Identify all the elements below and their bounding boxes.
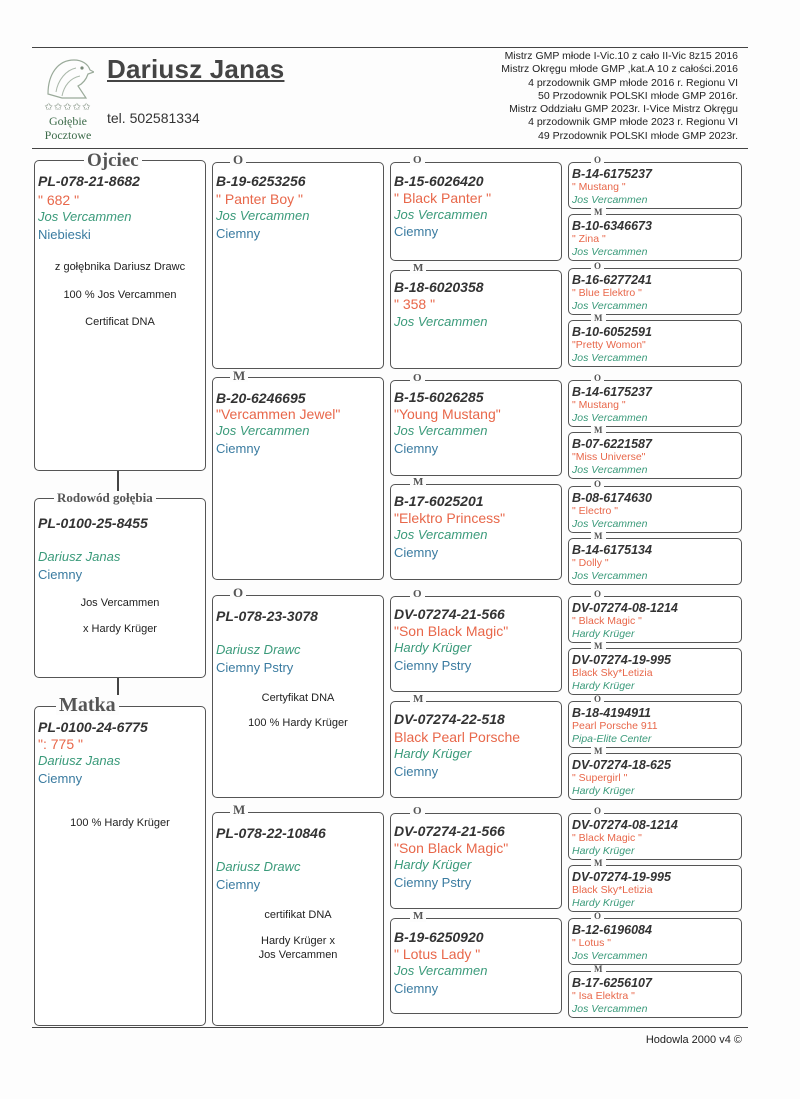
- pigeon-name: " Panter Boy ": [216, 191, 303, 207]
- achievement-line: 4 przodownik GMP młode 2016 r. Regionu VI: [528, 76, 738, 89]
- ring-number: B-15-6026420: [394, 173, 484, 189]
- ring-number: B-14-6175237: [572, 167, 652, 181]
- label-matka: Matka: [56, 695, 119, 715]
- pedigree-m-m: [212, 812, 384, 1026]
- pigeon-name: Black Sky*Letizia: [572, 884, 653, 896]
- breeder: Jos Vercammen: [572, 1003, 648, 1015]
- note: Jos Vercammen: [80, 597, 160, 609]
- pigeon-name: "Son Black Magic": [394, 623, 509, 639]
- achievement-line: Mistrz GMP młode I-Vic.10 z cało II-Vic 8z15 2016: [504, 50, 738, 62]
- feather-color: Ciemny Pstry: [394, 875, 472, 890]
- pedigree-gen4: [568, 486, 742, 533]
- ring-number: B-15-6026285: [394, 389, 484, 405]
- label-gen3: M: [410, 263, 426, 274]
- ring-number: PL-078-22-10846: [216, 825, 326, 841]
- top-rule: [32, 47, 748, 48]
- pedigree-main: [34, 498, 206, 678]
- ring-number: B-12-6196084: [572, 923, 652, 937]
- ring-number: B-08-6174630: [572, 491, 652, 505]
- label-gen4: O: [591, 912, 604, 921]
- note: 100 % Jos Vercammen: [63, 289, 177, 301]
- pedigree-gen4: [568, 538, 742, 585]
- pedigree-gen4: [568, 753, 742, 800]
- ring-number: B-18-4194911: [572, 706, 651, 720]
- note: z gołębnika Dariusz Drawc: [54, 261, 186, 273]
- label-gen3: O: [410, 806, 425, 817]
- pedigree-matka: [34, 706, 206, 1026]
- note: Hardy Krüger x: [261, 935, 335, 947]
- label-gen4: M: [591, 208, 606, 217]
- breeder: Hardy Krüger: [572, 897, 635, 909]
- pigeon-name: Pearl Porsche 911: [572, 720, 658, 732]
- pigeon-name: " Mustang ": [572, 181, 626, 193]
- note: 100 % Hardy Krüger: [70, 817, 170, 829]
- ring-number: B-20-6246695: [216, 390, 306, 406]
- pigeon-icon: [42, 54, 94, 100]
- breeder: Hardy Krüger: [394, 857, 472, 872]
- pigeon-name: ": 775 ": [38, 736, 83, 752]
- bottom-rule: [32, 1027, 748, 1028]
- label-gen3: O: [410, 155, 425, 166]
- pigeon-name: " Lotus Lady ": [394, 946, 481, 962]
- ring-number: B-07-6221587: [572, 437, 652, 451]
- ring-number: B-14-6175237: [572, 385, 652, 399]
- pedigree-gen4: [568, 701, 742, 748]
- label-gen4: M: [591, 532, 606, 541]
- ring-number: PL-078-21-8682: [38, 173, 140, 189]
- breeder: Jos Vercammen: [572, 950, 648, 962]
- breeder: Jos Vercammen: [572, 464, 648, 476]
- feather-color: Ciemny: [216, 877, 261, 892]
- breeder: Dariusz Janas: [38, 549, 121, 564]
- ring-number: B-10-6346673: [572, 219, 652, 233]
- pedigree-gen3: [390, 162, 562, 261]
- breeder: Dariusz Drawc: [216, 642, 301, 657]
- owner-phone: tel. 502581334: [107, 110, 200, 126]
- label-gen4: O: [591, 480, 604, 489]
- achievement-line: 4 przodownik GMP młode 2023 r. Regionu VI: [528, 116, 738, 129]
- label-gen4: O: [591, 590, 604, 599]
- feather-color: Ciemny: [394, 441, 439, 456]
- owner-name: Dariusz Janas: [107, 54, 285, 84]
- pedigree-o-m: [212, 377, 384, 580]
- breeder: Hardy Krüger: [572, 845, 635, 857]
- label-main: Rodowód gołębia: [54, 491, 156, 504]
- label-o-m: M: [230, 369, 248, 382]
- pigeon-name: "Vercammen Jewel": [216, 406, 341, 422]
- note: Certyfikat DNA: [261, 692, 335, 704]
- ring-number: PL-0100-24-6775: [38, 719, 148, 735]
- pigeon-name: "Son Black Magic": [394, 840, 509, 856]
- breeder: Jos Vercammen: [572, 570, 648, 582]
- pigeon-name: " Zina ": [572, 233, 606, 245]
- breeder: Jos Vercammen: [38, 209, 132, 224]
- pigeon-name: " Black Magic ": [572, 615, 642, 627]
- breeder: Dariusz Drawc: [216, 859, 301, 874]
- pigeon-name: " 682 ": [38, 192, 80, 208]
- ring-number: DV-07274-08-1214: [572, 818, 678, 832]
- ring-number: B-14-6175134: [572, 543, 652, 557]
- pedigree-gen3: [390, 380, 562, 476]
- achievement-line: Mistrz Okręgu młode GMP ,kat.A 10 z całości.2016: [501, 63, 738, 76]
- feather-color: Ciemny: [38, 567, 83, 582]
- breeder: Hardy Krüger: [394, 746, 472, 761]
- label-ojciec: Ojciec: [84, 151, 142, 170]
- feather-color: Ciemny Pstry: [394, 658, 472, 673]
- pedigree-gen4: [568, 596, 742, 643]
- pedigree-gen4: [568, 214, 742, 261]
- ring-number: DV-07274-08-1214: [572, 601, 678, 615]
- pigeon-name: Black Pearl Porsche: [394, 729, 521, 745]
- pedigree-gen4: [568, 865, 742, 912]
- breeder: Hardy Krüger: [572, 785, 635, 797]
- label-o-o: O: [230, 153, 246, 166]
- breeder: Jos Vercammen: [572, 246, 648, 258]
- pigeon-name: "Elektro Princess": [394, 510, 506, 526]
- pigeon-name: " Black Panter ": [394, 190, 492, 206]
- pigeon-name: " Mustang ": [572, 399, 626, 411]
- ring-number: DV-07274-21-566: [394, 823, 505, 839]
- achievement-line: Mistrz Oddziału GMP 2023r. I-Vice Mistrz Okręgu: [509, 103, 738, 116]
- label-gen3: M: [410, 694, 426, 705]
- pedigree-gen4: [568, 648, 742, 695]
- ring-number: DV-07274-22-518: [394, 711, 505, 727]
- label-gen3: M: [410, 911, 426, 922]
- label-gen3: O: [410, 373, 425, 384]
- feather-color: Ciemny: [394, 764, 439, 779]
- note: 100 % Hardy Krüger: [248, 717, 348, 729]
- pedigree-gen4: [568, 320, 742, 367]
- pigeon-name: " Isa Elektra ": [572, 990, 635, 1002]
- pedigree-gen4: [568, 918, 742, 965]
- pedigree-ojciec: [34, 160, 206, 471]
- ring-number: PL-078-23-3078: [216, 608, 318, 624]
- ring-number: B-19-6253256: [216, 173, 306, 189]
- feather-color: Ciemny: [394, 981, 439, 996]
- pigeon-name: " Lotus ": [572, 937, 611, 949]
- pedigree-gen3: [390, 596, 562, 692]
- breeder: Jos Vercammen: [394, 423, 488, 438]
- pigeon-name: " Electro ": [572, 505, 618, 517]
- pedigree-o-o: [212, 162, 384, 369]
- breeder: Jos Vercammen: [216, 423, 310, 438]
- ring-number: DV-07274-19-995: [572, 870, 671, 884]
- pedigree-gen3: [390, 270, 562, 369]
- ring-number: B-17-6025201: [394, 493, 484, 509]
- feather-color: Ciemny: [216, 226, 261, 241]
- breeder: Jos Vercammen: [572, 412, 648, 424]
- label-gen4: O: [591, 156, 604, 165]
- feather-color: Ciemny: [394, 545, 439, 560]
- pedigree-gen4: [568, 162, 742, 209]
- breeder: Jos Vercammen: [394, 527, 488, 542]
- ring-number: B-16-6277241: [572, 273, 652, 287]
- note: certifikat DNA: [264, 909, 332, 921]
- feather-color: Ciemny: [216, 441, 261, 456]
- label-gen4: O: [591, 695, 604, 704]
- logo-text-line1: Gołębie: [49, 114, 87, 128]
- pigeon-name: " Black Magic ": [572, 832, 642, 844]
- pigeon-name: " Dolly ": [572, 557, 609, 569]
- ring-number: B-10-6052591: [572, 325, 652, 339]
- breeder: Hardy Krüger: [394, 640, 472, 655]
- label-m-m: M: [230, 803, 248, 816]
- note: Jos Vercammen: [258, 949, 338, 961]
- note: Certificat DNA: [85, 316, 155, 328]
- footer-version: Hodowla 2000 v4 ©: [645, 1034, 742, 1046]
- breeder: Jos Vercammen: [572, 300, 648, 312]
- label-gen4: M: [591, 642, 606, 651]
- label-gen4: M: [591, 314, 606, 323]
- pedigree-m-o: [212, 595, 384, 798]
- pedigree-gen3: [390, 813, 562, 909]
- pedigree-gen4: [568, 380, 742, 427]
- breeder: Jos Vercammen: [394, 207, 488, 222]
- label-gen4: M: [591, 747, 606, 756]
- label-gen3: O: [410, 589, 425, 600]
- pedigree-gen4: [568, 813, 742, 860]
- ring-number: B-18-6020358: [394, 279, 484, 295]
- breeder: Hardy Krüger: [572, 628, 635, 640]
- ring-number: B-17-6256107: [572, 976, 652, 990]
- note: x Hardy Krüger: [83, 623, 157, 635]
- ring-number: DV-07274-18-625: [572, 758, 671, 772]
- ring-number: DV-07274-21-566: [394, 606, 505, 622]
- achievements: [501, 50, 738, 143]
- feather-color: Ciemny Pstry: [216, 660, 294, 675]
- ring-number: PL-0100-25-8455: [38, 515, 148, 531]
- breeder: Hardy Krüger: [572, 680, 635, 692]
- header-rule: [32, 148, 748, 149]
- logo-text-line2: Pocztowe: [44, 128, 92, 142]
- achievement-line: 50 Przodownik POLSKI młode GMP 2016r.: [538, 89, 738, 102]
- pedigree-gen4: [568, 432, 742, 479]
- breeder: Jos Vercammen: [572, 518, 648, 530]
- label-gen4: M: [591, 426, 606, 435]
- breeder: Jos Vercammen: [572, 352, 648, 364]
- pedigree-gen3: [390, 918, 562, 1014]
- logo-stars: ✩✩✩✩✩: [44, 102, 92, 113]
- pigeon-name: "Miss Universe": [572, 451, 646, 463]
- achievement-line: 49 Przodownik POLSKI młode GMP 2023r.: [538, 129, 738, 142]
- label-gen3: M: [410, 477, 426, 488]
- ring-number: B-19-6250920: [394, 929, 484, 945]
- pigeon-name: " Blue Elektro ": [572, 287, 642, 299]
- pigeon-name: "Pretty Womon": [572, 339, 646, 351]
- label-gen4: M: [591, 859, 606, 868]
- feather-color: Niebieski: [38, 227, 91, 242]
- label-m-o: O: [230, 586, 246, 599]
- breeder: Dariusz Janas: [38, 753, 121, 768]
- pedigree-gen3: [390, 701, 562, 798]
- breeder: Jos Vercammen: [216, 208, 310, 223]
- breeder: Jos Vercammen: [394, 963, 488, 978]
- logo: [34, 54, 102, 140]
- pedigree-gen4: [568, 268, 742, 315]
- feather-color: Ciemny: [394, 224, 439, 239]
- pedigree-gen4: [568, 971, 742, 1018]
- label-gen4: M: [591, 965, 606, 974]
- pedigree-gen3: [390, 484, 562, 580]
- ring-number: DV-07274-19-995: [572, 653, 671, 667]
- label-gen4: O: [591, 807, 604, 816]
- label-gen4: O: [591, 262, 604, 271]
- breeder: Pipa-Elite Center: [572, 733, 652, 745]
- breeder: Jos Vercammen: [572, 194, 648, 206]
- pigeon-name: " Supergirl ": [572, 772, 628, 784]
- label-gen4: O: [591, 374, 604, 383]
- feather-color: Ciemny: [38, 771, 83, 786]
- pigeon-name: Black Sky*Letizia: [572, 667, 653, 679]
- pigeon-name: " 358 ": [394, 296, 436, 312]
- pigeon-name: "Young Mustang": [394, 406, 501, 422]
- breeder: Jos Vercammen: [394, 314, 488, 329]
